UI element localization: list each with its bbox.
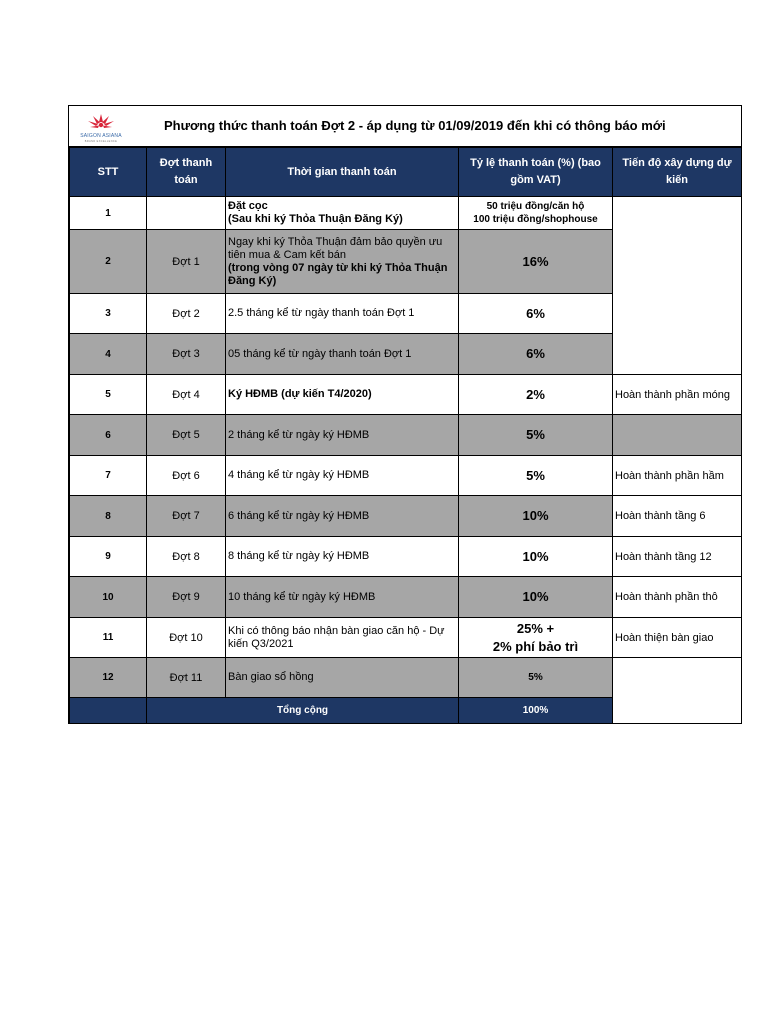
row-dot: Đợt 6 [147,456,226,496]
header-progress: Tiến độ xây dựng dự kiến [613,148,742,197]
row-progress-empty [613,197,742,375]
row-time-line: (Sau khi ký Thỏa Thuận Đăng Ký) [228,213,403,225]
row-stt: 12 [70,658,147,698]
table-row [70,577,742,618]
header-dot: Đợt thanh toán [147,148,226,197]
table-row [70,537,742,577]
row-progress: Hoàn thành phần hầm [613,456,742,496]
row-dot: Đợt 8 [147,537,226,577]
logo-tagline-text: BRAND EXCELLENCE [84,140,118,143]
page-title: Phương thức thanh toán Đợt 2 - áp dụng từ 01/09/2019 đến khi có thông báo mới [164,118,666,133]
row-progress: Hoàn thiện bàn giao [613,618,742,658]
total-label: Tổng cộng [147,698,459,724]
row-dot: Đợt 10 [147,618,226,658]
row-stt: 2 [70,230,147,294]
row-stt: 5 [70,375,147,415]
row-dot: Đợt 4 [147,375,226,415]
row-dot: Đợt 5 [147,415,226,456]
row-progress [613,415,742,456]
row-pct: 5% [459,658,613,698]
row-stt: 8 [70,496,147,537]
table-row [70,618,742,658]
total-pct: 100% [459,698,613,724]
row-stt: 9 [70,537,147,577]
row-time-line: (trong vòng 07 ngày từ khi ký Thỏa Thuận Đăng Ký) [228,261,448,287]
table-row [70,415,742,456]
header-pct: Tỷ lệ thanh toán (%) (bao gồm VAT) [459,148,613,197]
row-stt: 3 [70,294,147,334]
row-time: 8 tháng kể từ ngày ký HĐMB [226,537,459,577]
row-pct [459,197,613,230]
row-time: Ký HĐMB (dự kiến T4/2020) [226,375,459,415]
row-pct: 10% [459,537,613,577]
row-stt: 4 [70,334,147,375]
title-bar [69,106,741,147]
row-progress: Hoàn thành tầng 6 [613,496,742,537]
sunburst-logo-icon [77,110,125,132]
company-logo [77,110,125,144]
row-time: 2 tháng kể từ ngày ký HĐMB [226,415,459,456]
row-time: 05 tháng kể từ ngày thanh toán Đợt 1 [226,334,459,375]
row-time [226,230,459,294]
row-dot: Đợt 7 [147,496,226,537]
row-dot: Đợt 1 [147,230,226,294]
row-dot: Đợt 2 [147,294,226,334]
row-pct-line: 2% phí bảo trì [492,638,579,654]
row-dot: Đợt 3 [147,334,226,375]
row-pct: 2% [459,375,613,415]
row-stt: 10 [70,577,147,618]
row-time: 6 tháng kể từ ngày ký HĐMB [226,496,459,537]
row-pct: 5% [459,415,613,456]
table-row [70,456,742,496]
row-time: 10 tháng kể từ ngày ký HĐMB [226,577,459,618]
table-row [70,496,742,537]
row-stt: 6 [70,415,147,456]
row-pct-line: 100 triệu đồng/shophouse [473,214,598,225]
logo-brand-text: SAIGON ASIANA [80,133,122,139]
row-time: Khi có thông báo nhận bàn giao căn hộ - Dự kiến Q3/2021 [226,618,459,658]
row-time: 4 tháng kể từ ngày ký HĐMB [226,456,459,496]
row-pct: 16% [459,230,613,294]
total-blank [70,698,147,724]
table-row [70,375,742,415]
payment-table [69,147,742,724]
payment-schedule-sheet [68,105,742,724]
row-pct: 5% [459,456,613,496]
header-time: Thời gian thanh toán [226,148,459,197]
row-time-line: Đặt cọc [228,200,268,212]
row-time: Bàn giao sổ hồng [226,658,459,698]
row-dot [147,197,226,230]
row-stt: 11 [70,618,147,658]
header-stt: STT [70,148,147,197]
row-pct: 10% [459,577,613,618]
row-stt: 7 [70,456,147,496]
table-header-row [70,148,742,197]
row-pct: 6% [459,294,613,334]
table-row [70,658,742,698]
row-time-line: Ngay khi ký Thỏa Thuận đảm bảo quyền ưu tiên mua & Cam kết bán [228,235,443,261]
row-progress: Hoàn thành phần móng [613,375,742,415]
row-pct-line: 50 triệu đồng/căn hộ [486,201,585,212]
row-pct: 10% [459,496,613,537]
row-pct [459,618,613,658]
row-time: 2.5 tháng kể từ ngày thanh toán Đợt 1 [226,294,459,334]
row-stt: 1 [70,197,147,230]
row-pct: 6% [459,334,613,375]
row-dot: Đợt 11 [147,658,226,698]
row-pct-line: 25% + [516,620,555,636]
table-row [70,197,742,230]
row-dot: Đợt 9 [147,577,226,618]
row-time [226,197,459,230]
row-progress-empty [613,658,742,724]
row-progress: Hoàn thành tầng 12 [613,537,742,577]
row-progress: Hoàn thành phần thô [613,577,742,618]
